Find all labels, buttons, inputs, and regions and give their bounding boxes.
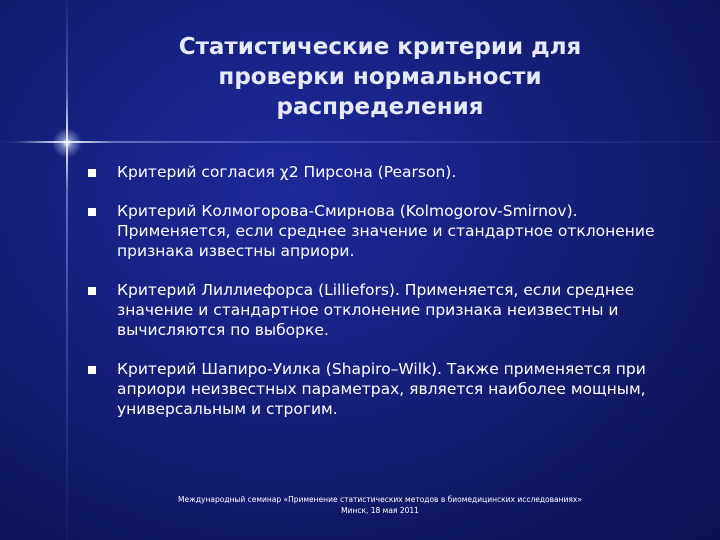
- footer-line: Международный семинар «Применение статистических методов в биомедицинских исследованиях»: [178, 495, 582, 504]
- bullet-square-icon: [88, 287, 96, 295]
- bullet-item: [86, 162, 666, 182]
- bullet-text: Критерий Лиллиефорса (Lilliefors). Применяется, если среднее значение и стандартное отклонение признака неизвестны и вычисляются по выборке.: [117, 281, 635, 339]
- bullet-text: Критерий согласия χ2 Пирсона (Pearson).: [117, 163, 457, 181]
- sparkle-icon: [52, 128, 82, 158]
- bullet-item: [86, 359, 666, 419]
- bullet-text: Критерий Колмогорова-Смирнова (Kolmogorov-Smirnov). Применяется, если среднее значение и стандартное отклонение признака известны априори.: [117, 202, 655, 260]
- bullet-text: Критерий Шапиро-Уилка (Shapiro–Wilk). Также применяется при априори неизвестных параметрах, является наиболее мощным, универсальным и строгим.: [117, 360, 646, 418]
- title-line: проверки нормальности: [218, 64, 542, 90]
- bullet-item: [86, 201, 666, 261]
- footer-line: Минск, 18 мая 2011: [341, 506, 419, 515]
- bullet-list: [86, 162, 666, 438]
- slide-footer: [90, 494, 670, 516]
- slide-title: [90, 32, 670, 122]
- title-line: Статистические критерии для: [178, 34, 582, 60]
- bullet-square-icon: [88, 366, 96, 374]
- decorative-vertical-line: [66, 0, 68, 540]
- title-line: распределения: [276, 94, 484, 120]
- bullet-square-icon: [88, 169, 96, 177]
- bullet-item: [86, 280, 666, 340]
- bullet-square-icon: [88, 208, 96, 216]
